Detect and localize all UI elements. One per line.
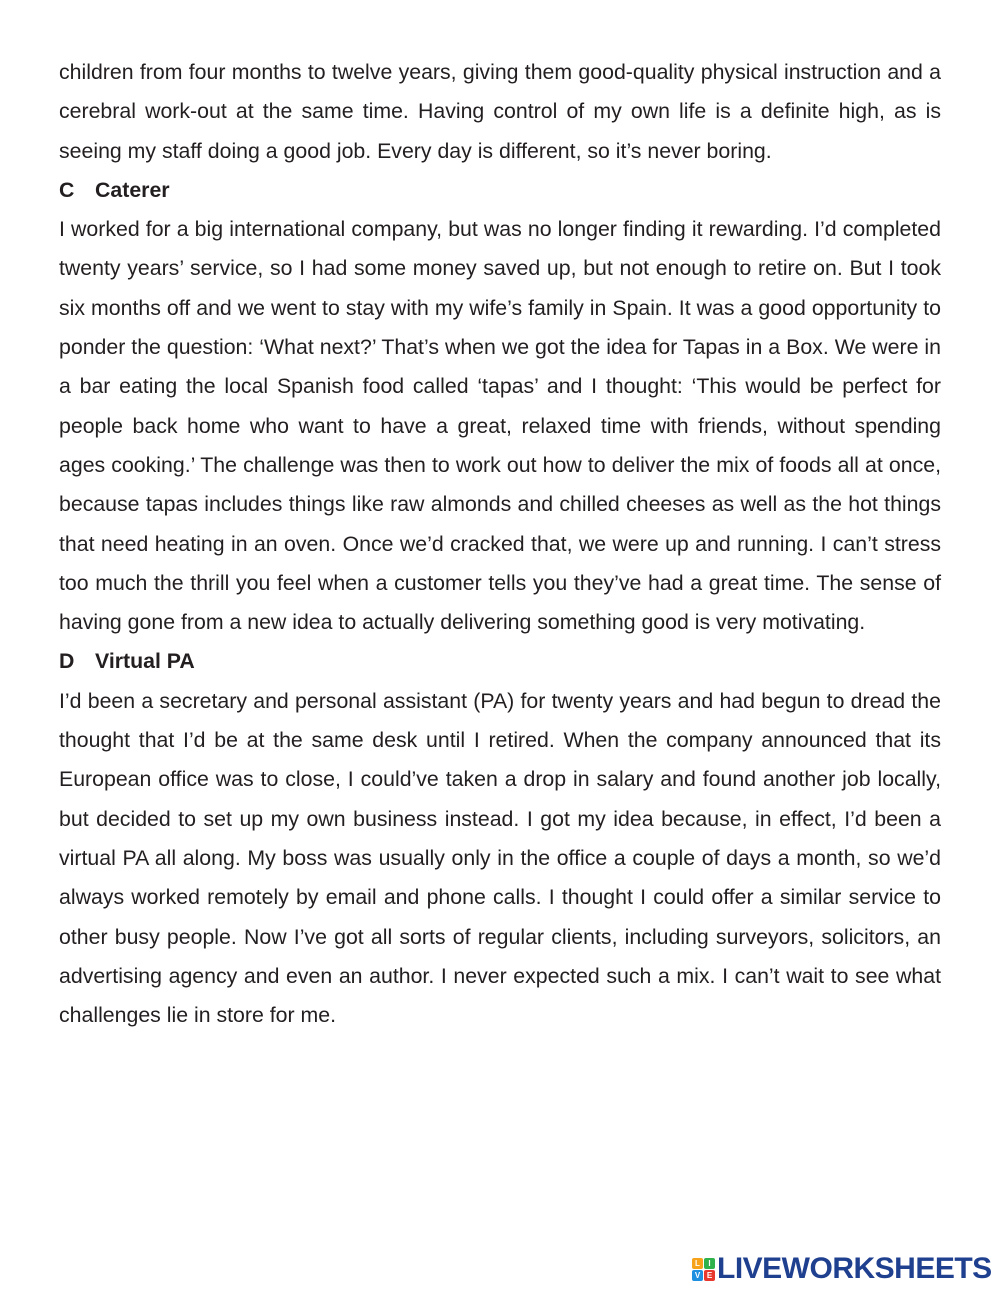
section-heading bbox=[59, 642, 941, 681]
logo-mark-i: I bbox=[704, 1258, 715, 1269]
logo-mark-v: V bbox=[692, 1270, 703, 1281]
section-letter: D bbox=[59, 649, 75, 674]
section-heading bbox=[59, 171, 941, 210]
section-title: Caterer bbox=[95, 177, 170, 202]
liveworksheets-logo[interactable] bbox=[692, 1252, 992, 1286]
section-c bbox=[59, 171, 941, 643]
logo-mark-l: L bbox=[692, 1258, 703, 1269]
section-title: Virtual PA bbox=[95, 649, 195, 674]
intro-paragraph: children from four months to twelve years, giving them good-quality physical instruction and a cerebral work-out at the same time. Having control of my own life is a definite high, as is seeing my staff doing a good job. Every day is different, so it’s never boring. bbox=[59, 60, 941, 163]
liveworksheets-logo-icon bbox=[692, 1258, 715, 1281]
section-letter: C bbox=[59, 177, 75, 202]
section-text: I worked for a big international company, but was no longer finding it rewarding. I’d completed twenty years’ service, so I had some money saved up, but not enough to retire on. But I took six months off and we went to stay with my wife’s family in Spain. It was a good opportunity to ponder the question: ‘What next?’ That’s when we got the idea for Tapas in a Box. We were in a bar eating the local Spanish food called ‘tapas’ and I thought: ‘This would be perfect for people back home who want to have a great, relaxed time with friends, without spending ages cooking.’ The challenge was then to work out how to deliver the mix of foods all at once, because tapas includes things like raw almonds and chilled cheeses as well as the hot things that need heating in an oven. Once we’d cracked that, we were up and running. I can’t stress too much the thrill you feel when a customer tells you they’ve had a great time. The sense of having gone from a new idea to actually delivering something good is very motivating. bbox=[59, 217, 941, 635]
section-text: I’d been a secretary and personal assistant (PA) for twenty years and had begun to dread the thought that I’d be at the same desk until I retired. When the company announced that its European office was to close, I could’ve taken a drop in salary and found another job locally, but decided to set up my own business instead. I got my idea because, in effect, I’d been a virtual PA all along. My boss was usually only in the office a couple of days a month, so we’d always worked remotely by email and phone calls. I thought I could offer a similar service to other busy people. Now I’ve got all sorts of regular clients, including surveyors, solicitors, an advertising agency and even an author. I never expected such a mix. I can’t wait to see what challenges lie in store for me. bbox=[59, 688, 941, 1028]
logo-mark-e: E bbox=[704, 1270, 715, 1281]
document-page bbox=[59, 53, 941, 1035]
section-d bbox=[59, 642, 941, 1035]
logo-text: LIVEWORKSHEETS bbox=[717, 1252, 992, 1285]
